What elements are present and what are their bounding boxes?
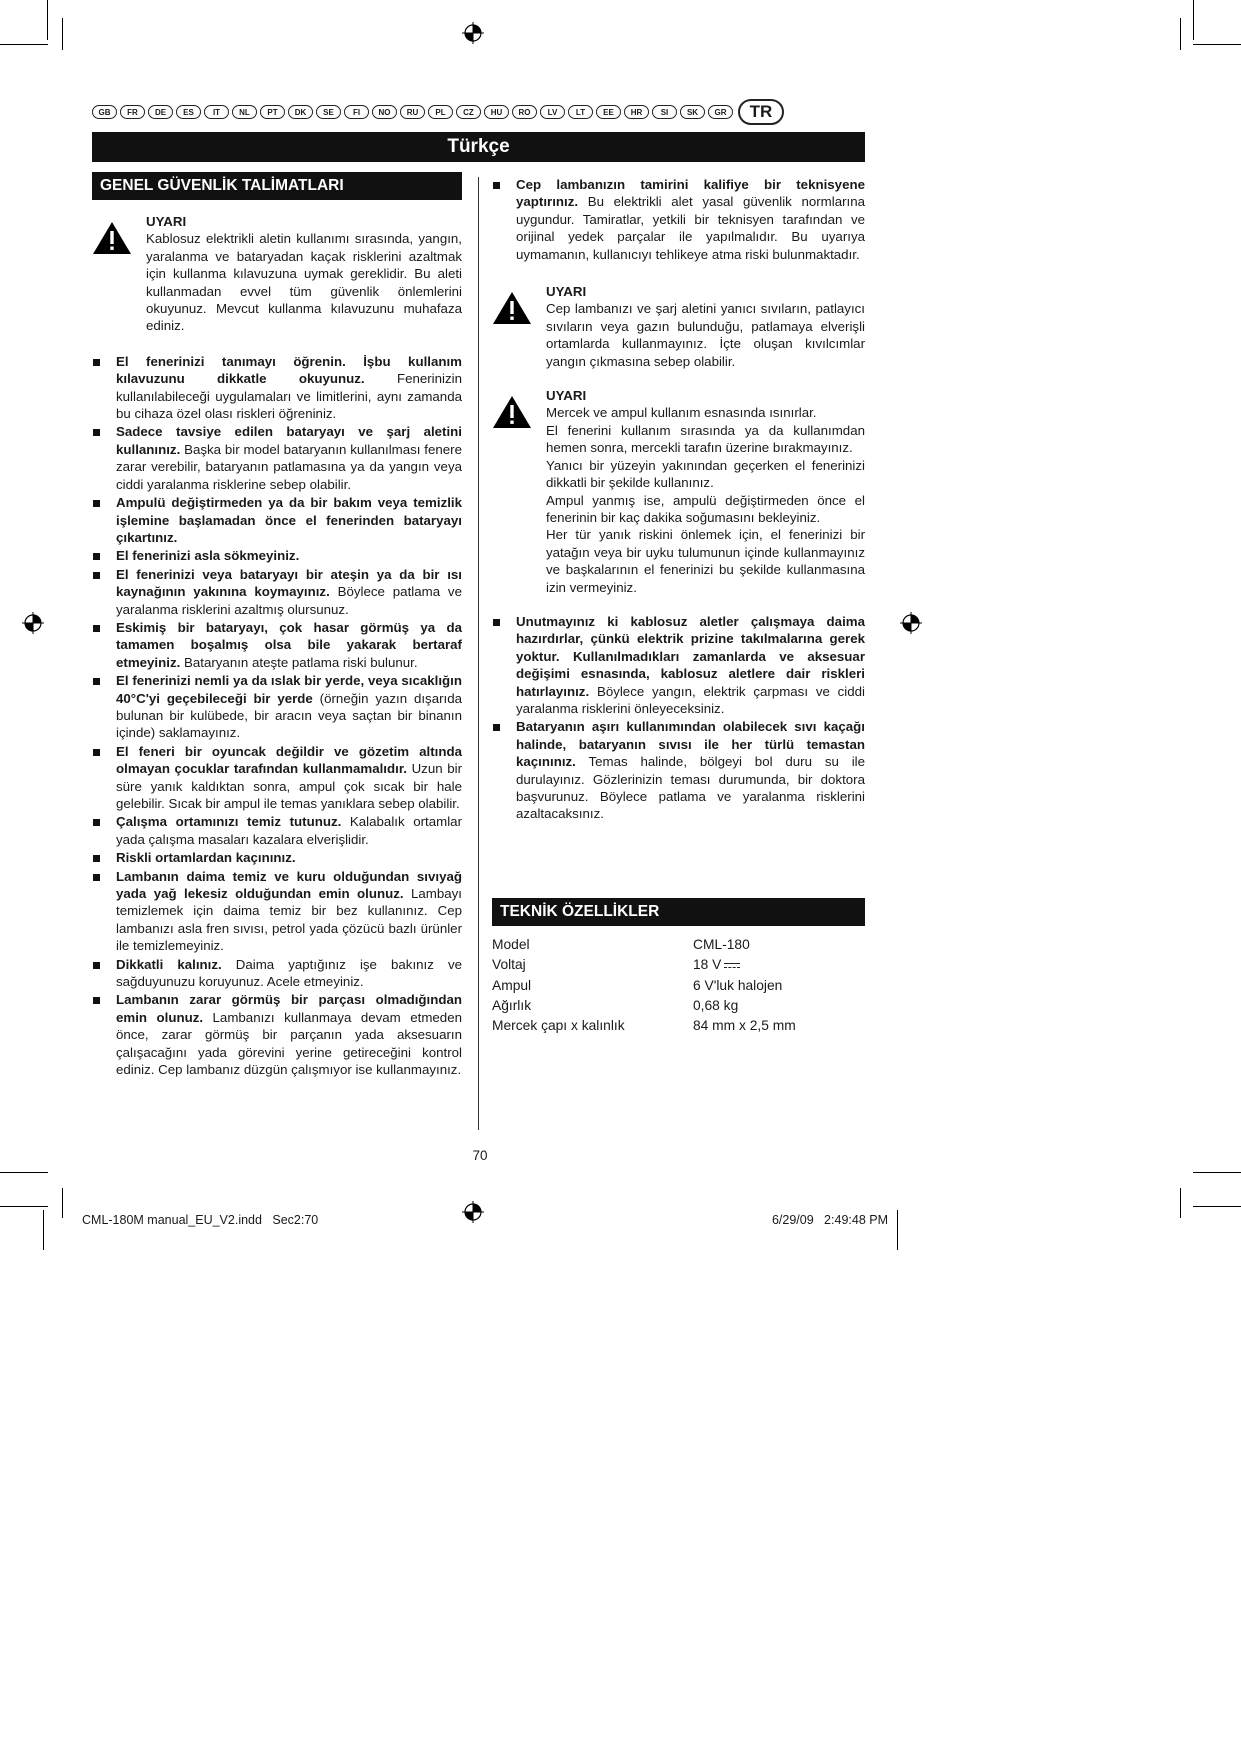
language-chip-de: DE (148, 105, 173, 119)
spec-label: Model (492, 937, 530, 952)
bullet-square-icon (93, 553, 100, 560)
warning-line: Yanıcı bir yüzeyin yakınından geçerken el fenerinizi dikkatli bir şekilde kullanınız. (546, 457, 865, 491)
language-chip-ee: EE (596, 105, 621, 119)
registration-mark-icon (900, 612, 922, 634)
spec-value-text: CML-180 (693, 937, 750, 952)
footer-file: CML-180M manual_EU_V2.indd Sec2:70 (82, 1213, 319, 1227)
list-item-text: Lambayı temizlemek için daima temiz bir bez kullanınız. Cep lambanızı asla fren sıvısı, petrol yada çözücü bazlı ürünler ile temizlemeyiniz. (116, 886, 462, 954)
section-title-specs: TEKNİK ÖZELLİKLER (492, 898, 865, 926)
warning-triangle-icon (92, 221, 132, 255)
left-column (92, 213, 462, 1080)
bullet-square-icon (93, 874, 100, 881)
spec-row (492, 935, 865, 955)
list-item-text: Böylece patlama ve yaralanma risklerini azaltmış olursunuz. (116, 584, 462, 617)
list-item (92, 494, 462, 546)
spec-label: Voltaj (492, 957, 526, 973)
list-item-bold: El fenerinizi tanımayı öğrenin. İşbu kullanım kılavuzunu dikkatle okuyunuz. (116, 353, 462, 387)
list-item-text: Daima yaptığınız işe bakınız ve sağduyunuzu koruyunuz. Acele etmeyiniz. (116, 956, 462, 990)
bullet-square-icon (93, 678, 100, 685)
language-chip-no: NO (372, 105, 397, 119)
spec-label: Ampul (492, 977, 532, 993)
list-item (92, 956, 462, 991)
language-chip-lv: LV (540, 105, 565, 119)
bullet-square-icon (93, 625, 100, 632)
language-bar (92, 98, 865, 126)
bullet-square-icon (493, 724, 500, 731)
language-chip-cz: CZ (456, 105, 481, 119)
bullet-square-icon (93, 962, 100, 969)
right-column (492, 176, 865, 824)
list-item-bold: Riskli ortamlardan kaçınınız. (116, 850, 296, 866)
spec-row (492, 976, 865, 996)
list-item (92, 868, 462, 955)
warning-text: Kablosuz elektrikli aletin kullanımı sırasında, yangın, yaralanma ve bataryadan kaçak risklerini azaltmak için kullanma kılavuzuna uymak gereklidir. Bu aleti kullanmadan evvel tüm güvenlik önlemlerini okuyunuz. Mevcut kullanma kılavuzunu muhafaza ediniz. (146, 231, 462, 334)
spec-row (492, 1016, 865, 1036)
warning-block (92, 213, 462, 335)
list-item-text: Bataryanın ateşte patlama riski bulunur. (180, 654, 418, 670)
language-chip-si: SI (652, 105, 677, 119)
list-item-bold: El fenerinizi nemli ya da ıslak bir yerde, veya sıcaklığın 40°C'yi geçebileceği bir yerde (116, 673, 462, 706)
bullet-square-icon (93, 572, 100, 579)
list-item-bold: Unutmayınız ki kablosuz aletler çalışmaya daima hazırdırlar, çünkü elektrik prizine takılmalarına gerek yoktur. Kullanılmadıkları zamanlarda ve aksesuar değişimi esnasında, kablosuz aletlere dair riskleri hatırlayınız. (516, 613, 865, 699)
list-item (492, 613, 865, 717)
language-chip-hr: HR (624, 105, 649, 119)
spec-value (693, 955, 740, 975)
bullet-square-icon (93, 749, 100, 756)
list-item (92, 353, 462, 423)
list-item-bold: El feneri bir oyuncak değildir ve gözetim altında olmayan çocuklar tarafından kullanmamalıdır. (116, 743, 462, 777)
spec-label: Mercek çapı x kalınlık (492, 1018, 625, 1034)
language-chip-es: ES (176, 105, 201, 119)
spec-value-text: 84 mm x 2,5 mm (693, 1018, 796, 1034)
battery-list (492, 613, 865, 823)
list-item-text: Böylece yangın, elektrik çarpması ve ciddi yaralanma risklerini önleyeceksiniz. (516, 683, 865, 716)
page-number: 70 (472, 1148, 488, 1163)
warning-block (492, 283, 865, 370)
safety-list (92, 353, 462, 1079)
warning-title: UYARI (546, 284, 587, 300)
spec-label: Ağırlık (492, 997, 532, 1013)
bullet-square-icon (93, 359, 100, 366)
language-chip-gb: GB (92, 105, 117, 119)
spec-value-text: 18 V (693, 957, 722, 973)
bullet-square-icon (493, 619, 500, 626)
language-chip-current: TR (738, 99, 784, 125)
list-item-text: Kalabalık ortamlar yada çalışma masaları kazalara elverişlidir. (116, 814, 462, 847)
language-chip-lt: LT (568, 105, 593, 119)
dc-symbol-icon (724, 963, 740, 969)
list-item-bold: Çalışma ortamınızı temiz tutunuz. (116, 814, 342, 830)
language-chip-nl: NL (232, 105, 257, 119)
language-chip-sk: SK (680, 105, 705, 119)
list-item (92, 423, 462, 493)
list-item: Cep lambanızın tamirini kalifiye bir teknisyene yaptırınız. Bu elektrikli alet yasal güvenlik normlarına uygundur. Tamiratlar, yetkili bir teknisyen tarafından ve orijinal yedek parçalar ile yapılmalıdır. Bu uyarıya uymamanın, kullanıcıyı tehlikeye atma riski bulunmaktadır. (492, 176, 865, 263)
warning-title: UYARI (546, 388, 587, 404)
bullet-square-icon (93, 819, 100, 826)
list-item (492, 718, 865, 822)
spec-value-text: 6 V'luk halojen (693, 977, 783, 993)
bullet-square-icon (93, 855, 100, 862)
list-item (92, 547, 462, 564)
list-item-bold: Lambanın daima temiz ve kuru olduğundan sıvıyağ yada yağ lekesiz olduğundan emin olunuz. (116, 868, 462, 902)
list-item-bold: El fenerinizi asla sökmeyiniz. (116, 548, 300, 564)
language-chip-ru: RU (400, 105, 425, 119)
warning-line: El fenerini kullanım sırasında ya da kullanımdan hemen sonra, mercekli tarafın üzerine bırakmayınız. (546, 422, 865, 456)
spec-value (693, 935, 750, 955)
list-item-text: Temas halinde, bölgeyi bol duru su ile durulayınız. Gözlerinizin teması durumunda, bir doktora başvurunuz. Böylece patlama ve yaralanma risklerini azaltacaksınız. (516, 754, 865, 822)
list-item-text: (örneğin yazın dışarıda bulunan bir kulübede, bir aracın veya saçtan bir binanın içinde) saklamayınız. (116, 690, 462, 741)
warning-triangle-icon (492, 291, 532, 325)
warning-line: Mercek ve ampul kullanım esnasında ısınırlar. (546, 405, 817, 421)
list-item-bold: El fenerinizi veya bataryayı bir ateşin ya da bir ısı kaynağının yakınına koymayınız. (116, 566, 462, 600)
language-chip-pl: PL (428, 105, 453, 119)
repair-list (492, 176, 865, 263)
spec-row (492, 996, 865, 1016)
list-item-text: Başka bir model bataryanın kullanılması fenere zarar verebilir, bataryanın patlamasına ya da yangın veya ciddi yaralanma risklerine sebep olabilir. (116, 441, 462, 492)
bullet-square-icon (93, 500, 100, 507)
list-item (92, 619, 462, 671)
language-chip-dk: DK (288, 105, 313, 119)
list-item-bold: Eskimiş bir bataryayı, çok hasar görmüş ya da tamamen boşalmış olsa bile yakarak bertaraf etmeyiniz. (116, 619, 462, 670)
language-chip-se: SE (316, 105, 341, 119)
bullet-square-icon (93, 429, 100, 436)
list-item-bold: Dikkatli kalınız. (116, 956, 222, 972)
bullet-square-icon (93, 997, 100, 1004)
spec-table (492, 935, 865, 1036)
registration-mark-icon (22, 612, 44, 634)
spec-row (492, 955, 865, 975)
warning-block (492, 387, 865, 596)
language-chip-fr: FR (120, 105, 145, 119)
list-item-bold: Sadece tavsiye edilen bataryayı ve şarj aletini kullanınız. (116, 424, 462, 457)
list-item (92, 849, 462, 866)
language-chip-hu: HU (484, 105, 509, 119)
list-item-text: Uzun bir süre yanık kaldıktan sonra, ampul çok sıcak bir hale gelebilir. Sıcak bir ampul ile temas yanıklara sebep olabilir. (116, 761, 462, 811)
spec-value (693, 996, 738, 1016)
warning-title: UYARI (146, 214, 187, 229)
warning-line: Ampul yanmış ise, ampulü değiştirmeden önce el fenerinin bir kaç dakika soğumasını bekleyiniz. (546, 492, 865, 525)
language-chip-gr: GR (708, 105, 733, 119)
language-chip-it: IT (204, 105, 229, 119)
section-title-safety: GENEL GÜVENLİK TALİMATLARI (92, 172, 462, 200)
warning-triangle-icon (492, 395, 532, 429)
list-item (92, 813, 462, 848)
warning-line: Her tür yanık riskini önlemek için, el fenerinizi bir yatağın veya bir uyku tulumunun içinde kullanmayınız ve başkalarının el fenerinizi bu şekilde kullanmasına izin vermeyiniz. (546, 527, 865, 595)
list-item-bold: Bataryanın aşırı kullanımından olabilecek sıvı kaçağı halinde, bataryanın sıvısı ile her türlü temastan kaçınınız. (516, 719, 865, 770)
language-chip-pt: PT (260, 105, 285, 119)
list-item-text: Lambanızı kullanmaya devam etmeden önce, zarar görmüş bir parçanın yada aksesuarın çalışacağını yada görevini yerine getireceğini kontrol ediniz. Cep lambanız düzgün çalışmıyor ise kullanmayınız. (116, 1009, 462, 1078)
column-divider (478, 177, 479, 1130)
list-item (92, 566, 462, 618)
language-chip-fi: FI (344, 105, 369, 119)
spec-value (693, 1016, 796, 1036)
warning-text: Cep lambanızı ve şarj aletini yanıcı sıvıların, patlayıcı sıvıların veya gazın bulunduğu, patlamaya elverişli ortamlarda kullanmayınız. İçte oluşan kıvılcımlar yangın çıkmasına sebep olabilir. (546, 301, 865, 369)
footer-date: 6/29/09 2:49:48 PM (771, 1213, 888, 1227)
page-title: Türkçe (92, 132, 865, 162)
list-item-text: Fenerinizin kullanılabileceği uygulamaları ve limitlerini, aynı zamanda bu cihaza özel olası riskleri öğreniniz. (116, 371, 462, 422)
list-item-bold: Lambanın zarar görmüş bir parçası olmadığından emin olunuz. (116, 992, 462, 1025)
list-item-bold: Ampulü değiştirmeden ya da bir bakım veya temizlik işlemine başlamadan önce el fenerinden bataryayı çıkartınız. (116, 495, 462, 545)
language-chip-ro: RO (512, 105, 537, 119)
list-item (92, 743, 462, 813)
registration-mark-icon (462, 22, 484, 44)
list-item (92, 991, 462, 1078)
spec-value (693, 976, 782, 996)
spec-value-text: 0,68 kg (693, 997, 739, 1013)
registration-mark-icon (462, 1201, 484, 1223)
list-item (92, 672, 462, 742)
